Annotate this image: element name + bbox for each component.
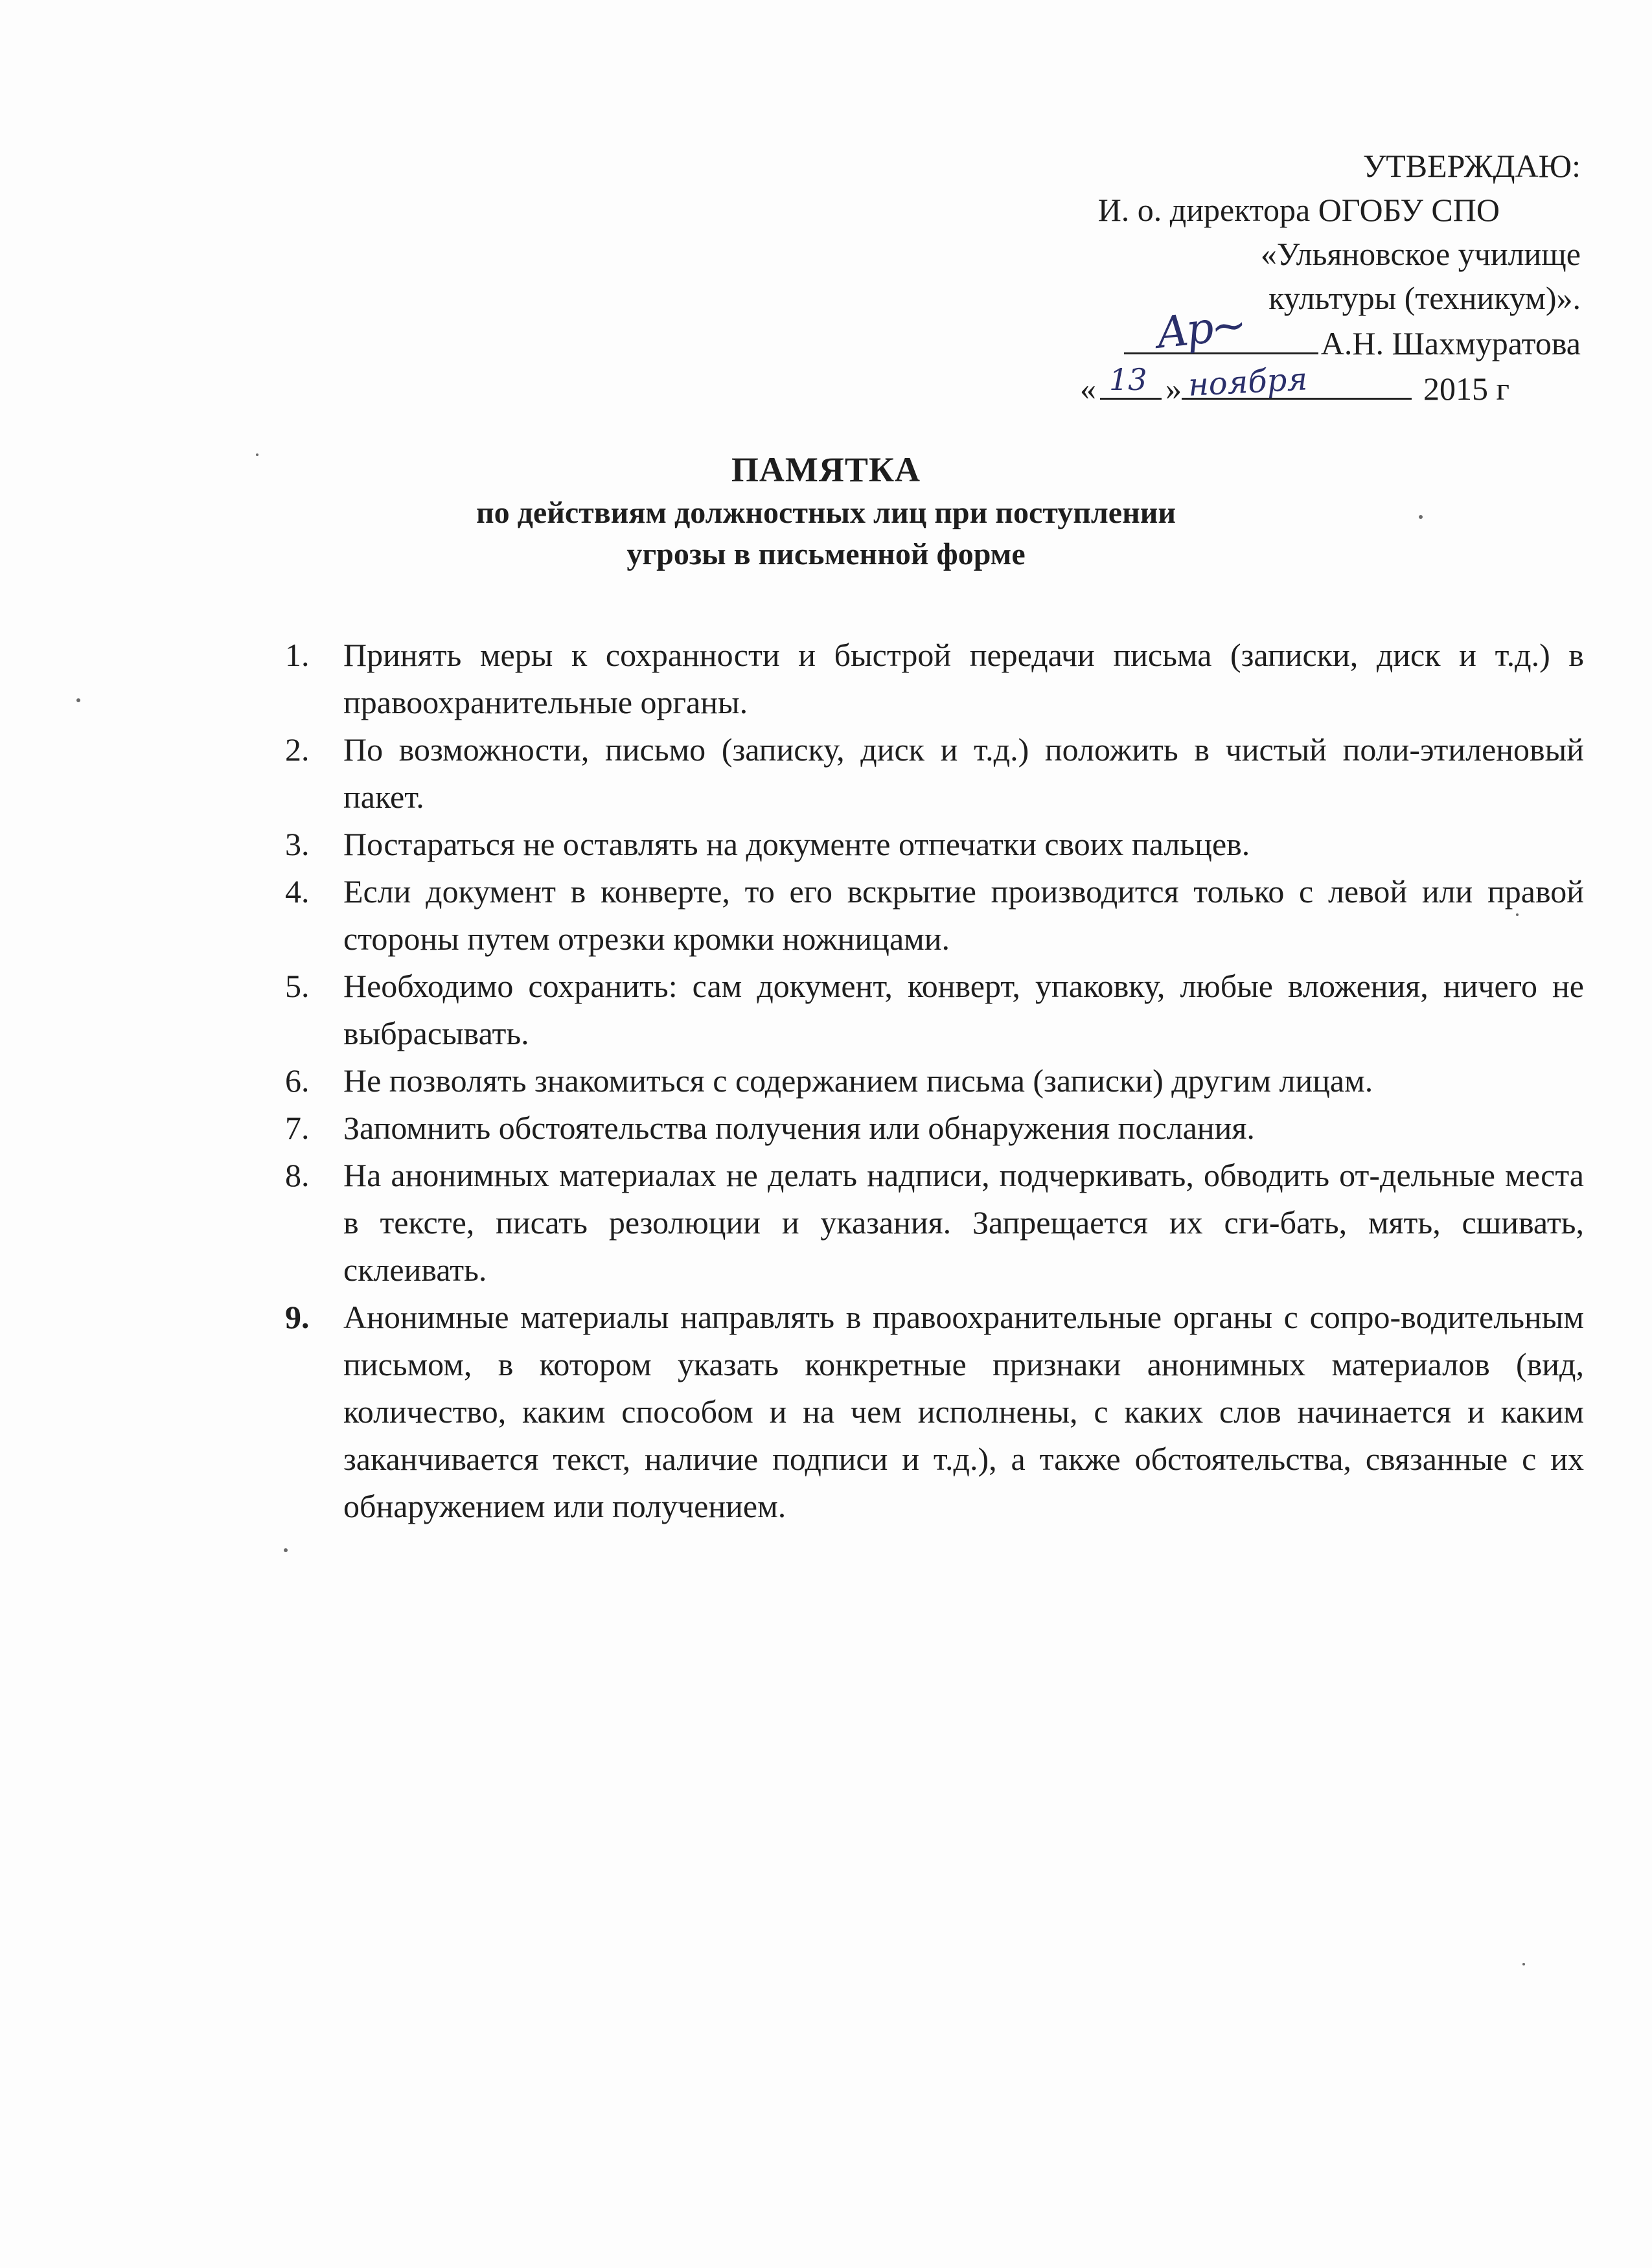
date-open-quote: «: [1079, 371, 1096, 407]
item-text: Не позволять знакомиться с содержанием письма (записки) другим лицам.: [343, 1062, 1373, 1099]
instruction-list: [285, 632, 1584, 1530]
instruction-item-9: [285, 1294, 1584, 1530]
date-month-handwritten: ноября: [1187, 361, 1309, 404]
handwritten-signature: Ар~: [1154, 299, 1246, 358]
signature-line: [868, 299, 1581, 365]
item-number: 4.: [285, 873, 310, 910]
scan-speck: [76, 698, 80, 702]
instruction-item-1: [285, 632, 1584, 726]
memo-subtitle-line2: угрозы в письменной форме: [626, 537, 1026, 571]
signatory-name: А.Н. Шахмуратова: [1320, 325, 1581, 361]
scan-speck: [256, 453, 258, 456]
item-text: Запомнить обстоятельства получения или обнаружения послания.: [343, 1110, 1255, 1146]
scan-speck: [1419, 515, 1423, 519]
date-day-blank: [1100, 362, 1162, 400]
date-month-blank: [1182, 361, 1412, 404]
instruction-item-2: [285, 726, 1584, 821]
item-text: Если документ в конверте, то его вскрытие производится только с левой или правой стороны путем отрезки кромки ножницами.: [343, 873, 1584, 957]
item-text: Анонимные материалы направлять в правоохранительные органы с сопро-водительным письмом, в котором указать конкретные признаки анонимных материалов (вид, количество, каким способом и на чем исполнены, с каких слов начинается и каким заканчивается текст, наличие подписи и т.д.), а также обстоятельства, связанные с их обнаружением или получением.: [343, 1299, 1584, 1524]
item-number: 7.: [285, 1110, 310, 1146]
scan-speck: [284, 1548, 288, 1552]
approval-role: И. о. директора ОГОБУ СПО: [1097, 192, 1500, 228]
item-number: 8.: [285, 1157, 310, 1193]
approval-block: [868, 144, 1581, 411]
item-text: Постараться не оставлять на документе отпечатки своих пальцев.: [343, 826, 1250, 862]
approval-org-line1: «Ульяновское училище: [1260, 236, 1581, 272]
memo-subtitle-line1: по действиям должностных лиц при поступлении: [476, 496, 1176, 530]
scan-speck: [1516, 913, 1519, 916]
instruction-item-5: [285, 963, 1584, 1057]
instruction-item-3: [285, 821, 1584, 868]
item-text: На анонимных материалах не делать надписи, подчеркивать, обводить от-дельные места в тексте, писать резолюции и указания. Запрещается их сги-бать, мять, сшивать, склеивать.: [343, 1157, 1584, 1288]
approval-org-line2: культуры (техникум)».: [1268, 280, 1581, 316]
item-text: Необходимо сохранить: сам документ, конверт, упаковку, любые вложения, ничего не выбрасывать.: [343, 968, 1584, 1051]
instruction-item-6: [285, 1057, 1584, 1105]
instruction-item-8: [285, 1152, 1584, 1294]
memo-heading: [0, 447, 1652, 575]
item-number: 5.: [285, 968, 310, 1004]
scan-speck: [1522, 1963, 1525, 1965]
item-text: По возможности, письмо (записку, диск и т.д.) положить в чистый поли-этиленовый пакет.: [343, 731, 1584, 815]
item-number: 1.: [285, 637, 310, 673]
signature-blank: [1124, 299, 1318, 358]
memo-title: ПАМЯТКА: [731, 450, 921, 489]
item-number: 2.: [285, 731, 310, 768]
date-year: 2015 г: [1423, 371, 1509, 407]
instruction-item-4: [285, 868, 1584, 963]
instruction-item-7: [285, 1105, 1584, 1152]
item-number: 6.: [285, 1062, 310, 1099]
approval-date: [868, 361, 1581, 411]
date-close-quote: »: [1165, 371, 1182, 407]
item-text: Принять меры к сохранности и быстрой передачи письма (записки, диск и т.д.) в правоохранительные органы.: [343, 637, 1584, 720]
item-number: 9.: [285, 1299, 310, 1335]
item-number: 3.: [285, 826, 310, 862]
date-day-handwritten: 13: [1108, 362, 1147, 397]
approval-title: УТВЕРЖДАЮ:: [1362, 148, 1581, 184]
